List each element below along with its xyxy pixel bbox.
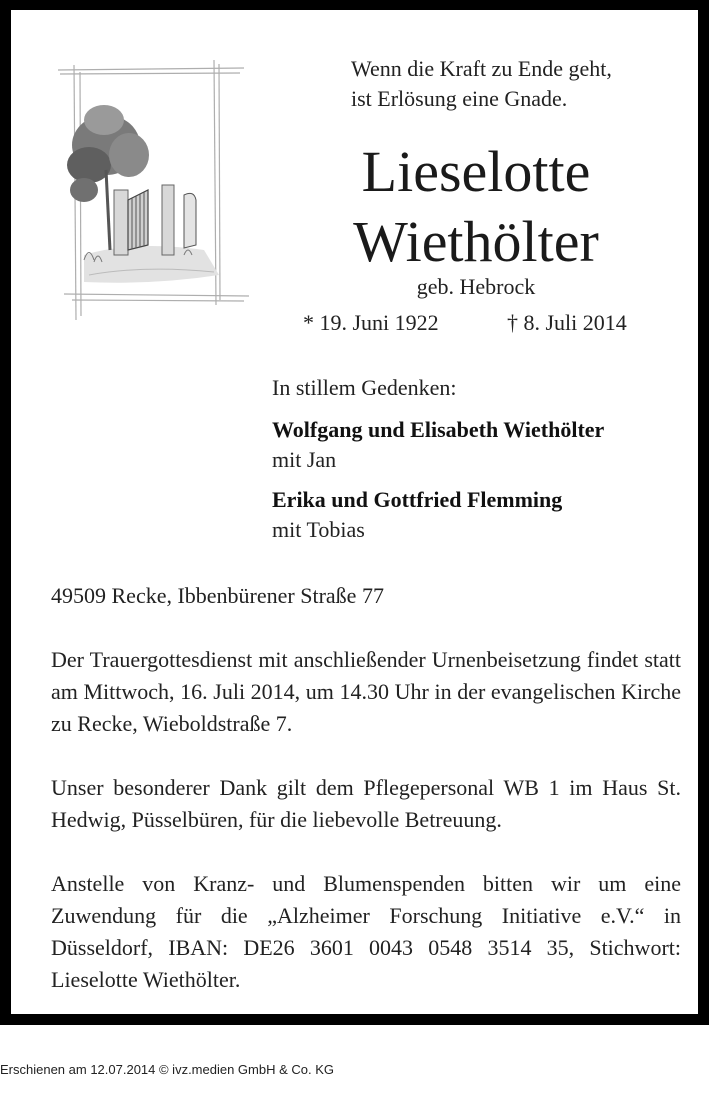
publication-footer: Erschienen am 12.07.2014 © ivz.medien GmbH & Co. KG — [0, 1062, 335, 1077]
verse-line-2: ist Erlösung eine Gnade. — [351, 86, 568, 111]
death-date: † 8. Juli 2014 — [507, 310, 627, 335]
family-1-with: mit Jan — [272, 447, 337, 472]
deceased-last-name: Wiethölter — [353, 209, 599, 274]
donation-text: Anstelle von Kranz- und Blumenspenden bitten wir um eine Zuwendung für die „Alzheimer Forschung Initiative e.V.“ in Düsseldorf, IBAN: DE26 3601 0043 0548 3514 35, Stichwort: Lieselotte Wiethölter. — [51, 871, 681, 992]
birth-date: * 19. Juni 1922 — [303, 310, 439, 335]
verse — [351, 54, 612, 114]
mourner-family-1 — [272, 415, 604, 475]
address: 49509 Recke, Ibbenbürener Straße 77 — [51, 583, 384, 608]
family-2-names: Erika und Gottfried Flemming — [272, 487, 563, 512]
maiden-name: geb. Hebrock — [416, 274, 536, 299]
verse-line-1: Wenn die Kraft zu Ende geht, — [351, 56, 612, 81]
garden-gate-illustration — [44, 50, 254, 335]
deceased-first-name: Lieselotte — [361, 139, 591, 204]
mourner-family-2 — [272, 485, 562, 545]
mourners-intro: In stillem Gedenken: — [272, 375, 457, 400]
family-1-names: Wolfgang und Elisabeth Wiethölter — [272, 417, 605, 442]
family-2-with: mit Tobias — [272, 517, 365, 542]
service-info: Der Trauergottesdienst mit anschließender Urnenbeisetzung findet statt am Mittwoch, 16. Juli 2014, um 14.30 Uhr in der evangelischen Kirche zu Recke, Wieboldstraße 7. — [51, 647, 681, 736]
thanks-text: Unser besonderer Dank gilt dem Pflegepersonal WB 1 im Haus St. Hedwig, Püsselbüren, für die liebevolle Betreuung. — [51, 775, 681, 832]
